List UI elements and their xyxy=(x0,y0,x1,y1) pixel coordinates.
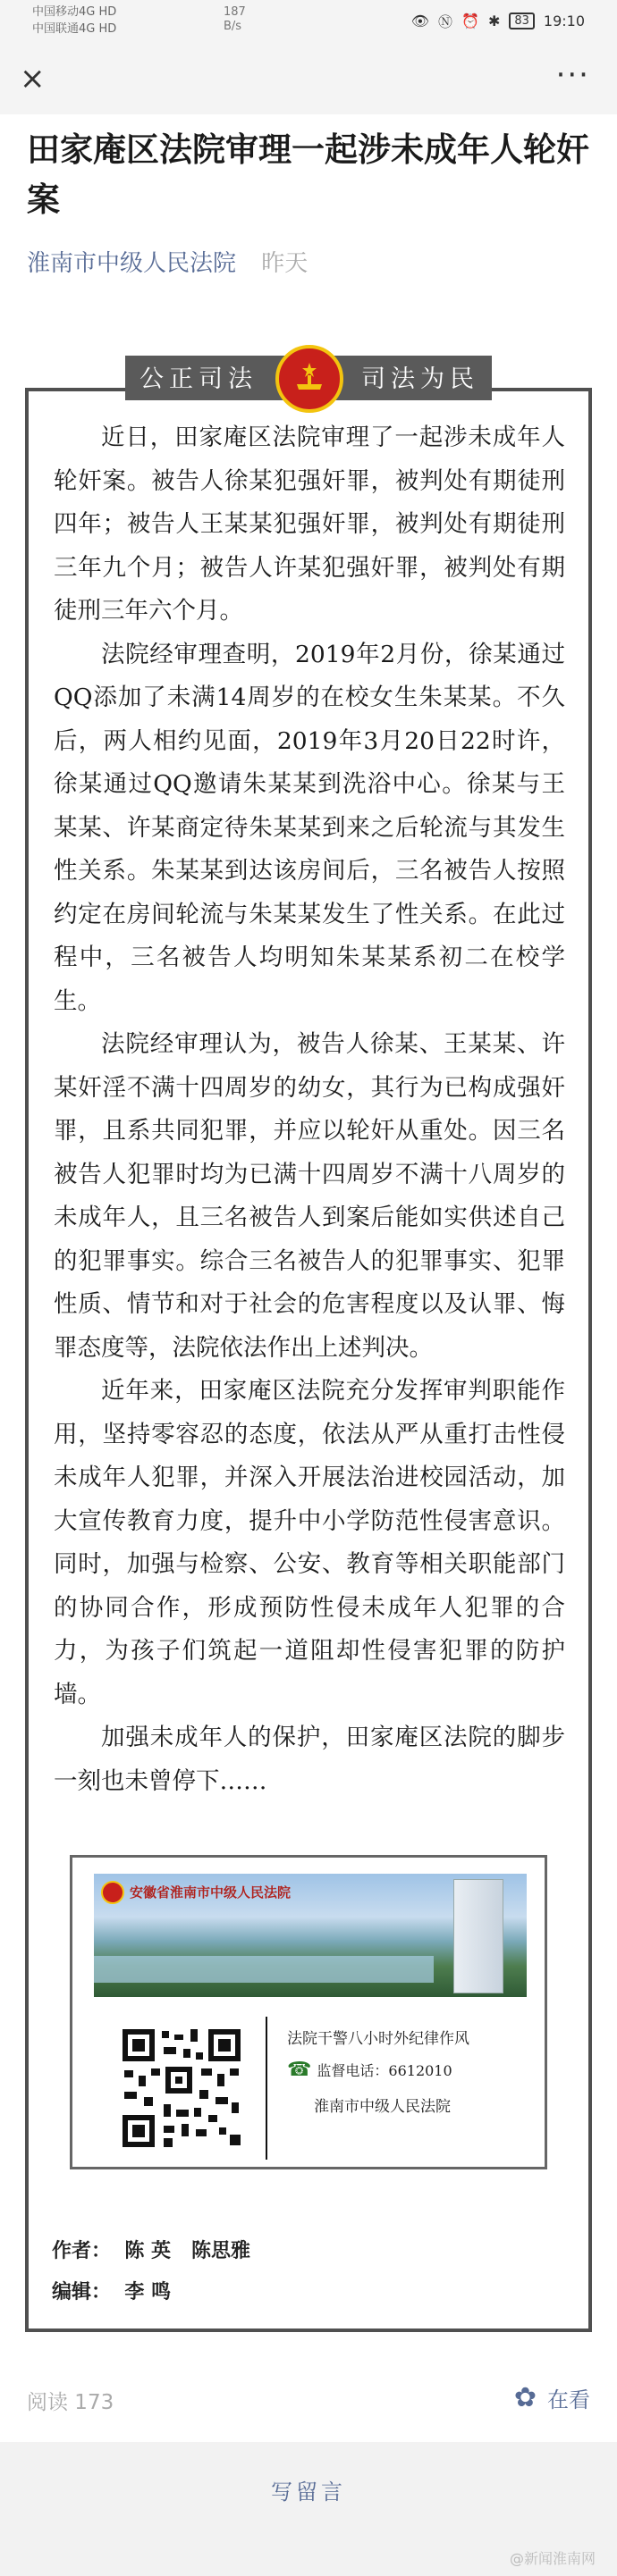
bluetooth-icon: ✱ xyxy=(487,13,501,29)
speed-unit: B/s xyxy=(224,20,242,33)
court-emblem-icon xyxy=(275,345,343,413)
alarm-icon: ⏰ xyxy=(461,13,479,29)
status-icons xyxy=(411,11,585,31)
article-body xyxy=(54,416,565,1803)
credits xyxy=(52,2230,250,2312)
phone-icon: ☎ xyxy=(287,2059,312,2081)
look-button[interactable] xyxy=(514,2382,590,2413)
author-line: 作者： 陈 英 陈思雅 xyxy=(52,2239,250,2262)
divider-line xyxy=(266,2017,267,2160)
court-info-card xyxy=(70,1855,547,2169)
write-comment-button[interactable]: 写留言 xyxy=(271,2480,346,2505)
court-building-image xyxy=(94,1874,527,1997)
carrier-info xyxy=(32,4,116,38)
article-title: 田家庵区法院审理一起涉未成年人轮奸案 xyxy=(27,130,589,219)
speed-value: 187 xyxy=(224,5,246,19)
clock-time: 19:10 xyxy=(543,13,585,29)
slogan-banner xyxy=(125,345,492,404)
supervision-info xyxy=(287,2026,537,2116)
watermark: @新闻淮南网 xyxy=(509,2550,596,2567)
paragraph: 加强未成年人的保护，田家庵区法院的脚步一刻也未曾停下…… xyxy=(54,1724,565,1795)
nav-bar xyxy=(0,45,617,114)
discipline-line: 法院干警八小时外纪律作风 xyxy=(287,2030,469,2048)
banner-left-text: 公正司法 xyxy=(139,365,258,393)
lake-shape xyxy=(94,1956,434,1983)
paragraph: 近日，田家庵区法院审理了一起涉未成年人轮奸案。被告人徐某犯强奸罪，被判处有期徒刑四年；被告人王某某犯强奸罪，被判处有期徒刑三年九个月；被告人许某犯强奸罪，被判处有期徒刑三年六个月。 xyxy=(54,424,565,625)
battery-icon: 83 xyxy=(509,13,535,29)
carrier-1: 中国移动4G HD xyxy=(32,5,117,19)
close-icon[interactable]: × xyxy=(20,61,46,96)
banner-right-text: 司法为民 xyxy=(361,365,479,393)
more-options-icon[interactable]: ··· xyxy=(555,57,590,93)
paragraph: 近年来，田家庵区法院充分发挥审判职能作用，坚持零容忍的态度，依法从严从重打击性侵未成年人犯罪，并深入开展法治进校园活动，加大宣传教育力度，提升中小学防范性侵害意识。同时，加强与检察、公安、教育等相关职能部门的协同合作，形成预防性侵未成年人犯罪的合力，为孩子们筑起一道阻却性侵害犯罪的防护墙。 xyxy=(54,1377,565,1708)
qr-code-icon[interactable] xyxy=(119,2026,244,2151)
article-footer xyxy=(27,2373,590,2427)
look-label: 在看 xyxy=(547,2387,590,2412)
account-name-link[interactable]: 淮南市中级人民法院 xyxy=(27,250,237,277)
publish-time: 昨天 xyxy=(261,250,308,277)
tower-shape xyxy=(453,1879,503,1993)
court-name-line: 淮南市中级人民法院 xyxy=(314,2098,451,2116)
read-count: 阅读 173 xyxy=(27,2391,114,2414)
flower-icon: ✿ xyxy=(513,2382,537,2413)
phone-label: 监督电话：6612010 xyxy=(317,2062,452,2079)
nfc-icon: Ⓝ xyxy=(438,13,453,30)
court-logo-icon xyxy=(101,1881,124,1904)
eye-icon: 👁 xyxy=(410,13,429,29)
article-meta xyxy=(27,245,308,278)
editor-line: 编辑： 李 鸣 xyxy=(52,2280,171,2303)
paragraph: 法院经审理认为，被告人徐某、王某某、许某奸淫不满十四周岁的幼女，其行为已构成强奸罪，且系共同犯罪，并应以轮奸从重处。因三名被告人犯罪时均为已满十四周岁不满十八周岁的未成年人，且三名被告人到案后能如实供述自己的犯罪事实。综合三名被告人的犯罪事实、犯罪性质、情节和对于社会的危害程度以及认罪、悔罪态度等，法院依法作出上述判决。 xyxy=(54,1030,565,1362)
status-bar xyxy=(0,0,617,45)
paragraph: 法院经审理查明，2019年2月份，徐某通过QQ添加了未满14周岁的在校女生朱某某。不久后，两人相约见面，2019年3月20日22时许，徐某通过QQ邀请朱某某到洗浴中心。徐某与王某某、许某商定待朱某某到来之后轮流与其发生性关系。朱某某到达该房间后，三名被告人按照约定在房间轮流与朱某某发生了性关系。在此过程中，三名被告人均明知朱某某系初二在校学生。 xyxy=(54,640,565,1015)
network-speed xyxy=(224,5,246,34)
carrier-2: 中国联通4G HD xyxy=(32,22,117,36)
image-caption: 安徽省淮南市中级人民法院 xyxy=(130,1884,292,1901)
comment-bar xyxy=(0,2442,617,2576)
phone-line xyxy=(287,2059,537,2081)
